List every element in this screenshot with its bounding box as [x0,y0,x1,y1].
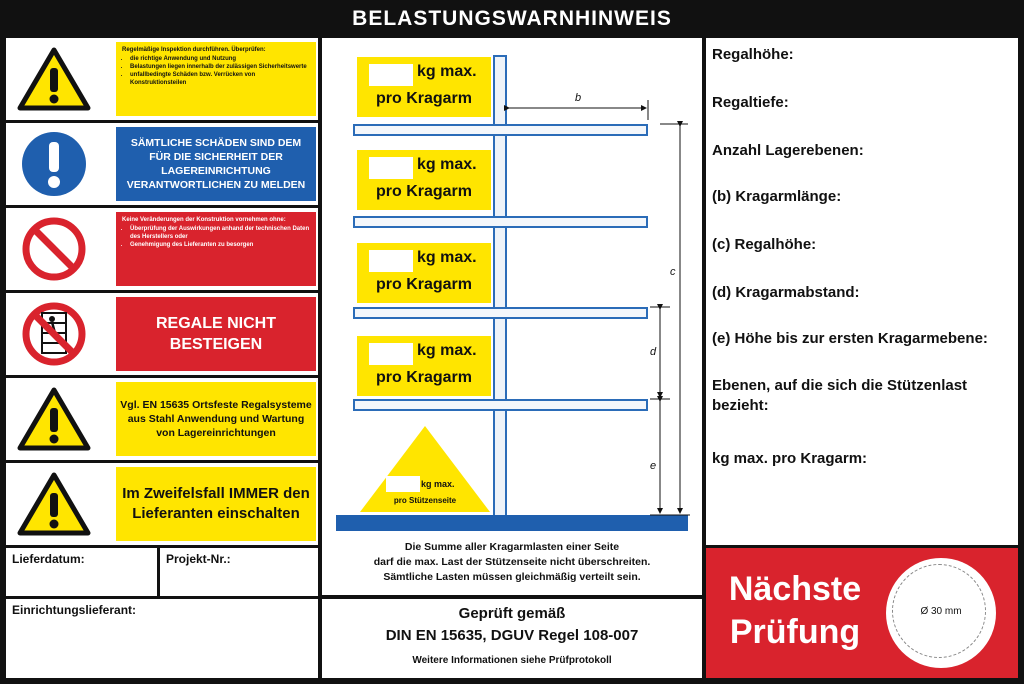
next-inspection-line-1: Nächste [728,570,862,608]
lieferdatum-field[interactable]: Lieferdatum: [6,548,157,596]
dimension-c-label: c [670,266,676,278]
standard-text: Vgl. EN 15635 Ortsfeste Regalsysteme aus Stahl Anwendung und Wartung von Lagereinrichtungen [116,382,316,456]
certification-panel [322,599,702,678]
report-damage-text: SÄMTLICHE SCHÄDEN SIND DEM FÜR DIE SICHERHEIT DER LAGEREINRICHTUNG VERANTWORTLICHEN ZU MELDEN [116,127,316,201]
certification-line-1: Geprüft gemäß [458,605,566,622]
warning-row-standard [6,378,318,460]
next-inspection-label [720,568,870,654]
no-modification-item: • Überprüfung der Auswirkungen anhand der technischen Daten des Herstellers oder [130,225,310,241]
arm-load-label [357,336,491,396]
dimension-d-label: d [650,346,657,358]
pro-kragarm-text: pro Kragarm [375,276,473,293]
kg-max-text: kg max. [417,249,477,266]
warning-row-no-climbing [6,293,318,375]
load-entry-blank[interactable] [369,343,413,365]
no-modification-heading: Keine Veränderungen der Konstruktion vornehmen ohne: [122,217,286,223]
warning-row-no-modification [6,208,318,290]
spec-regalhoehe-c[interactable]: (c) Regalhöhe: [712,236,817,253]
arm-load-label [357,57,491,117]
pro-kragarm-text: pro Kragarm [375,183,473,200]
no-modification-text [116,212,316,286]
prohibition-icon [14,214,94,284]
next-inspection-box [706,548,1018,678]
no-modification-item: • Genehmigung des Lieferanten zu besorgen [130,241,310,249]
spec-regaltiefe[interactable]: Regaltiefe: [712,94,789,111]
certification-line-3: Weitere Informationen siehe Prüfprotokoll [412,655,612,666]
kg-max-text: kg max. [417,342,477,359]
warning-triangle-icon [14,384,94,454]
spec-anzahl-lagerebenen[interactable]: Anzahl Lagerebenen: [712,142,864,159]
kg-max-text: kg max. [417,156,477,173]
load-note-line: darf die max. Last der Stützenseite nicht überschreiten. [373,556,651,568]
arm-load-label [357,243,491,303]
inspection-item: • unfallbedingte Schäden bzw. Verrücken von Konstruktionsteilen [130,71,310,87]
load-note-line: Die Summe aller Kragarmlasten einer Seite [404,541,620,553]
inspection-heading: Regelmäßige Inspektion durchführen. Überprüfen: [122,47,266,53]
column-load-entry-blank [386,476,420,492]
warning-triangle-icon [14,469,94,539]
arm-load-label [357,150,491,210]
no-climbing-text: REGALE NICHT BESTEIGEN [116,297,316,371]
warning-row-report-damage [6,123,318,205]
warning-triangle-icon [14,44,94,114]
dimension-lines [500,90,700,520]
inspection-text [116,42,316,116]
inspection-item: • Belastungen liegen innerhalb der zulässigen Sicherheitswerte [130,63,310,71]
exclamation-mandatory-icon [14,129,94,199]
pro-stuetzenseite-text: pro Stützenseite [393,496,457,505]
column-kg-max-text: kg max. [421,479,455,489]
pro-kragarm-text: pro Kragarm [375,90,473,107]
load-entry-blank[interactable] [369,64,413,86]
load-entry-blank[interactable] [369,157,413,179]
spec-kragarmabstand[interactable]: (d) Kragarmabstand: [712,284,860,301]
spec-ebenen-stuetzenlast[interactable]: Ebenen, auf die sich die Stützenlast bezieht: [712,377,968,414]
spec-kragarmlaenge[interactable]: (b) Kragarmlänge: [712,188,842,205]
spec-hoehe-erste-ebene[interactable]: (e) Höhe bis zur ersten Kragarmebene: [712,330,988,347]
contact-supplier-text: Im Zweifelsfall IMMER den Lieferanten einschalten [116,467,316,541]
kg-max-text: kg max. [417,63,477,80]
einrichtungslieferant-field[interactable]: Einrichtungslieferant: [6,599,318,678]
load-entry-blank[interactable] [369,250,413,272]
warning-row-inspection [6,38,318,120]
no-climbing-icon [14,299,94,369]
load-note-line: Sämtliche Lasten müssen gleichmäßig verteilt sein. [383,571,641,583]
load-distribution-note [322,540,702,585]
spec-kg-max-kragarm[interactable]: kg max. pro Kragarm: [712,450,868,467]
certification-line-2: DIN EN 15635, DGUV Regel 108-007 [385,627,639,644]
pro-kragarm-text: pro Kragarm [375,369,473,386]
dimension-b-label: b [575,92,582,104]
projekt-nr-field[interactable]: Projekt-Nr.: [160,548,318,596]
inspection-sticker-size: Ø 30 mm [920,606,962,617]
sign-title: BELASTUNGSWARNHINWEIS [352,7,672,30]
warning-row-contact-supplier [6,463,318,545]
inspection-item: • die richtige Anwendung und Nutzung [130,55,310,63]
dimension-e-label: e [650,460,657,472]
next-inspection-line-2: Prüfung [729,613,861,651]
inspection-sticker-circle[interactable] [886,558,996,668]
spec-regalhoehe[interactable]: Regalhöhe: [712,46,794,63]
